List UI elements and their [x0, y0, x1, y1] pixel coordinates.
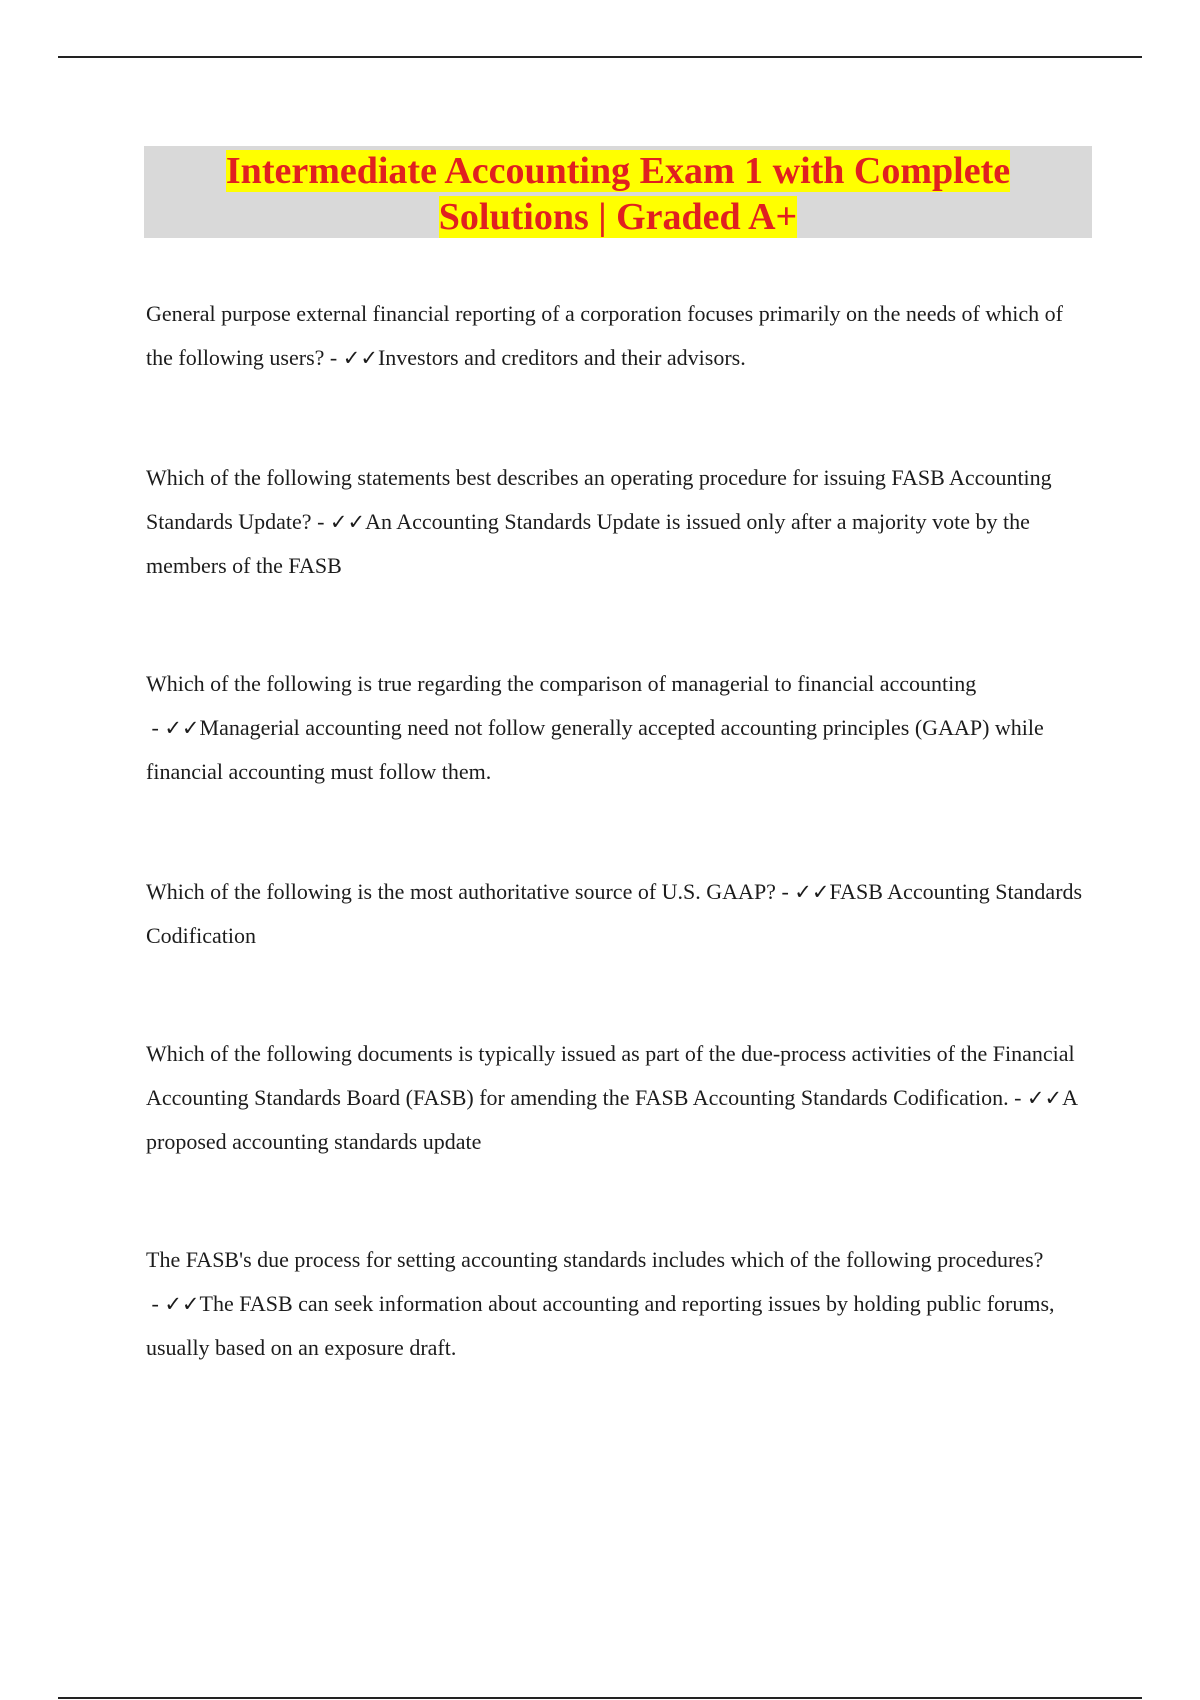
- separator: -: [146, 1291, 165, 1316]
- bottom-rule: [58, 1697, 1142, 1699]
- question-text: Which of the following statements best describes an operating procedure for issuing FASB Accounting Standards Update?: [146, 465, 1052, 534]
- double-check-icon: ✓✓: [329, 510, 366, 534]
- question-text: Which of the following is the most authoritative source of U.S. GAAP?: [146, 879, 776, 904]
- answer-text: Investors and creditors and their advisors.: [377, 345, 746, 370]
- answer-text: FASB Accounting Standards Codification: [146, 879, 1083, 948]
- double-check-icon: ✓✓: [342, 346, 378, 370]
- title-line-1: Intermediate Accounting Exam 1 with Complete: [225, 150, 1011, 192]
- top-rule: [58, 56, 1142, 58]
- double-check-icon: ✓✓: [164, 716, 200, 740]
- title-line-2: Solutions | Graded A+: [438, 196, 798, 238]
- qa-item-4: [146, 870, 1086, 958]
- answer-text: An Accounting Standards Update is issued only after a majority vote by the members of the FASB: [146, 509, 1030, 578]
- document-title: [144, 146, 1092, 240]
- double-check-icon: ✓✓: [794, 880, 830, 904]
- qa-item-3: [146, 662, 1086, 794]
- answer-text: Managerial accounting need not follow generally accepted accounting principles (GAAP) while financial accounting must follow them.: [146, 715, 1044, 784]
- answer-text: A proposed accounting standards update: [146, 1085, 1077, 1154]
- qa-item-5: [146, 1032, 1086, 1164]
- question-text: Which of the following is true regarding the comparison of managerial to financial accounting: [146, 671, 977, 696]
- separator: -: [324, 345, 343, 370]
- question-text: The FASB's due process for setting accounting standards includes which of the following procedures?: [146, 1247, 1044, 1272]
- answer-text: The FASB can seek information about accounting and reporting issues by holding public forums, usually based on an exposure draft.: [146, 1291, 1055, 1360]
- separator: -: [146, 715, 165, 740]
- separator: -: [1008, 1085, 1027, 1110]
- double-check-icon: ✓✓: [164, 1292, 200, 1316]
- qa-item-6: [146, 1238, 1086, 1370]
- qa-item-1: [146, 292, 1086, 380]
- separator: -: [311, 509, 330, 534]
- qa-item-2: [146, 456, 1086, 588]
- question-text: General purpose external financial reporting of a corporation focuses primarily on the needs of which of the following users?: [146, 301, 1063, 370]
- separator: -: [775, 879, 795, 904]
- double-check-icon: ✓✓: [1026, 1086, 1063, 1110]
- title-banner: [144, 146, 1092, 238]
- question-text: Which of the following documents is typically issued as part of the due-process activities of the Financial Accounting Standards Board (FASB) for amending the FASB Accounting Standards Codification.: [146, 1041, 1075, 1110]
